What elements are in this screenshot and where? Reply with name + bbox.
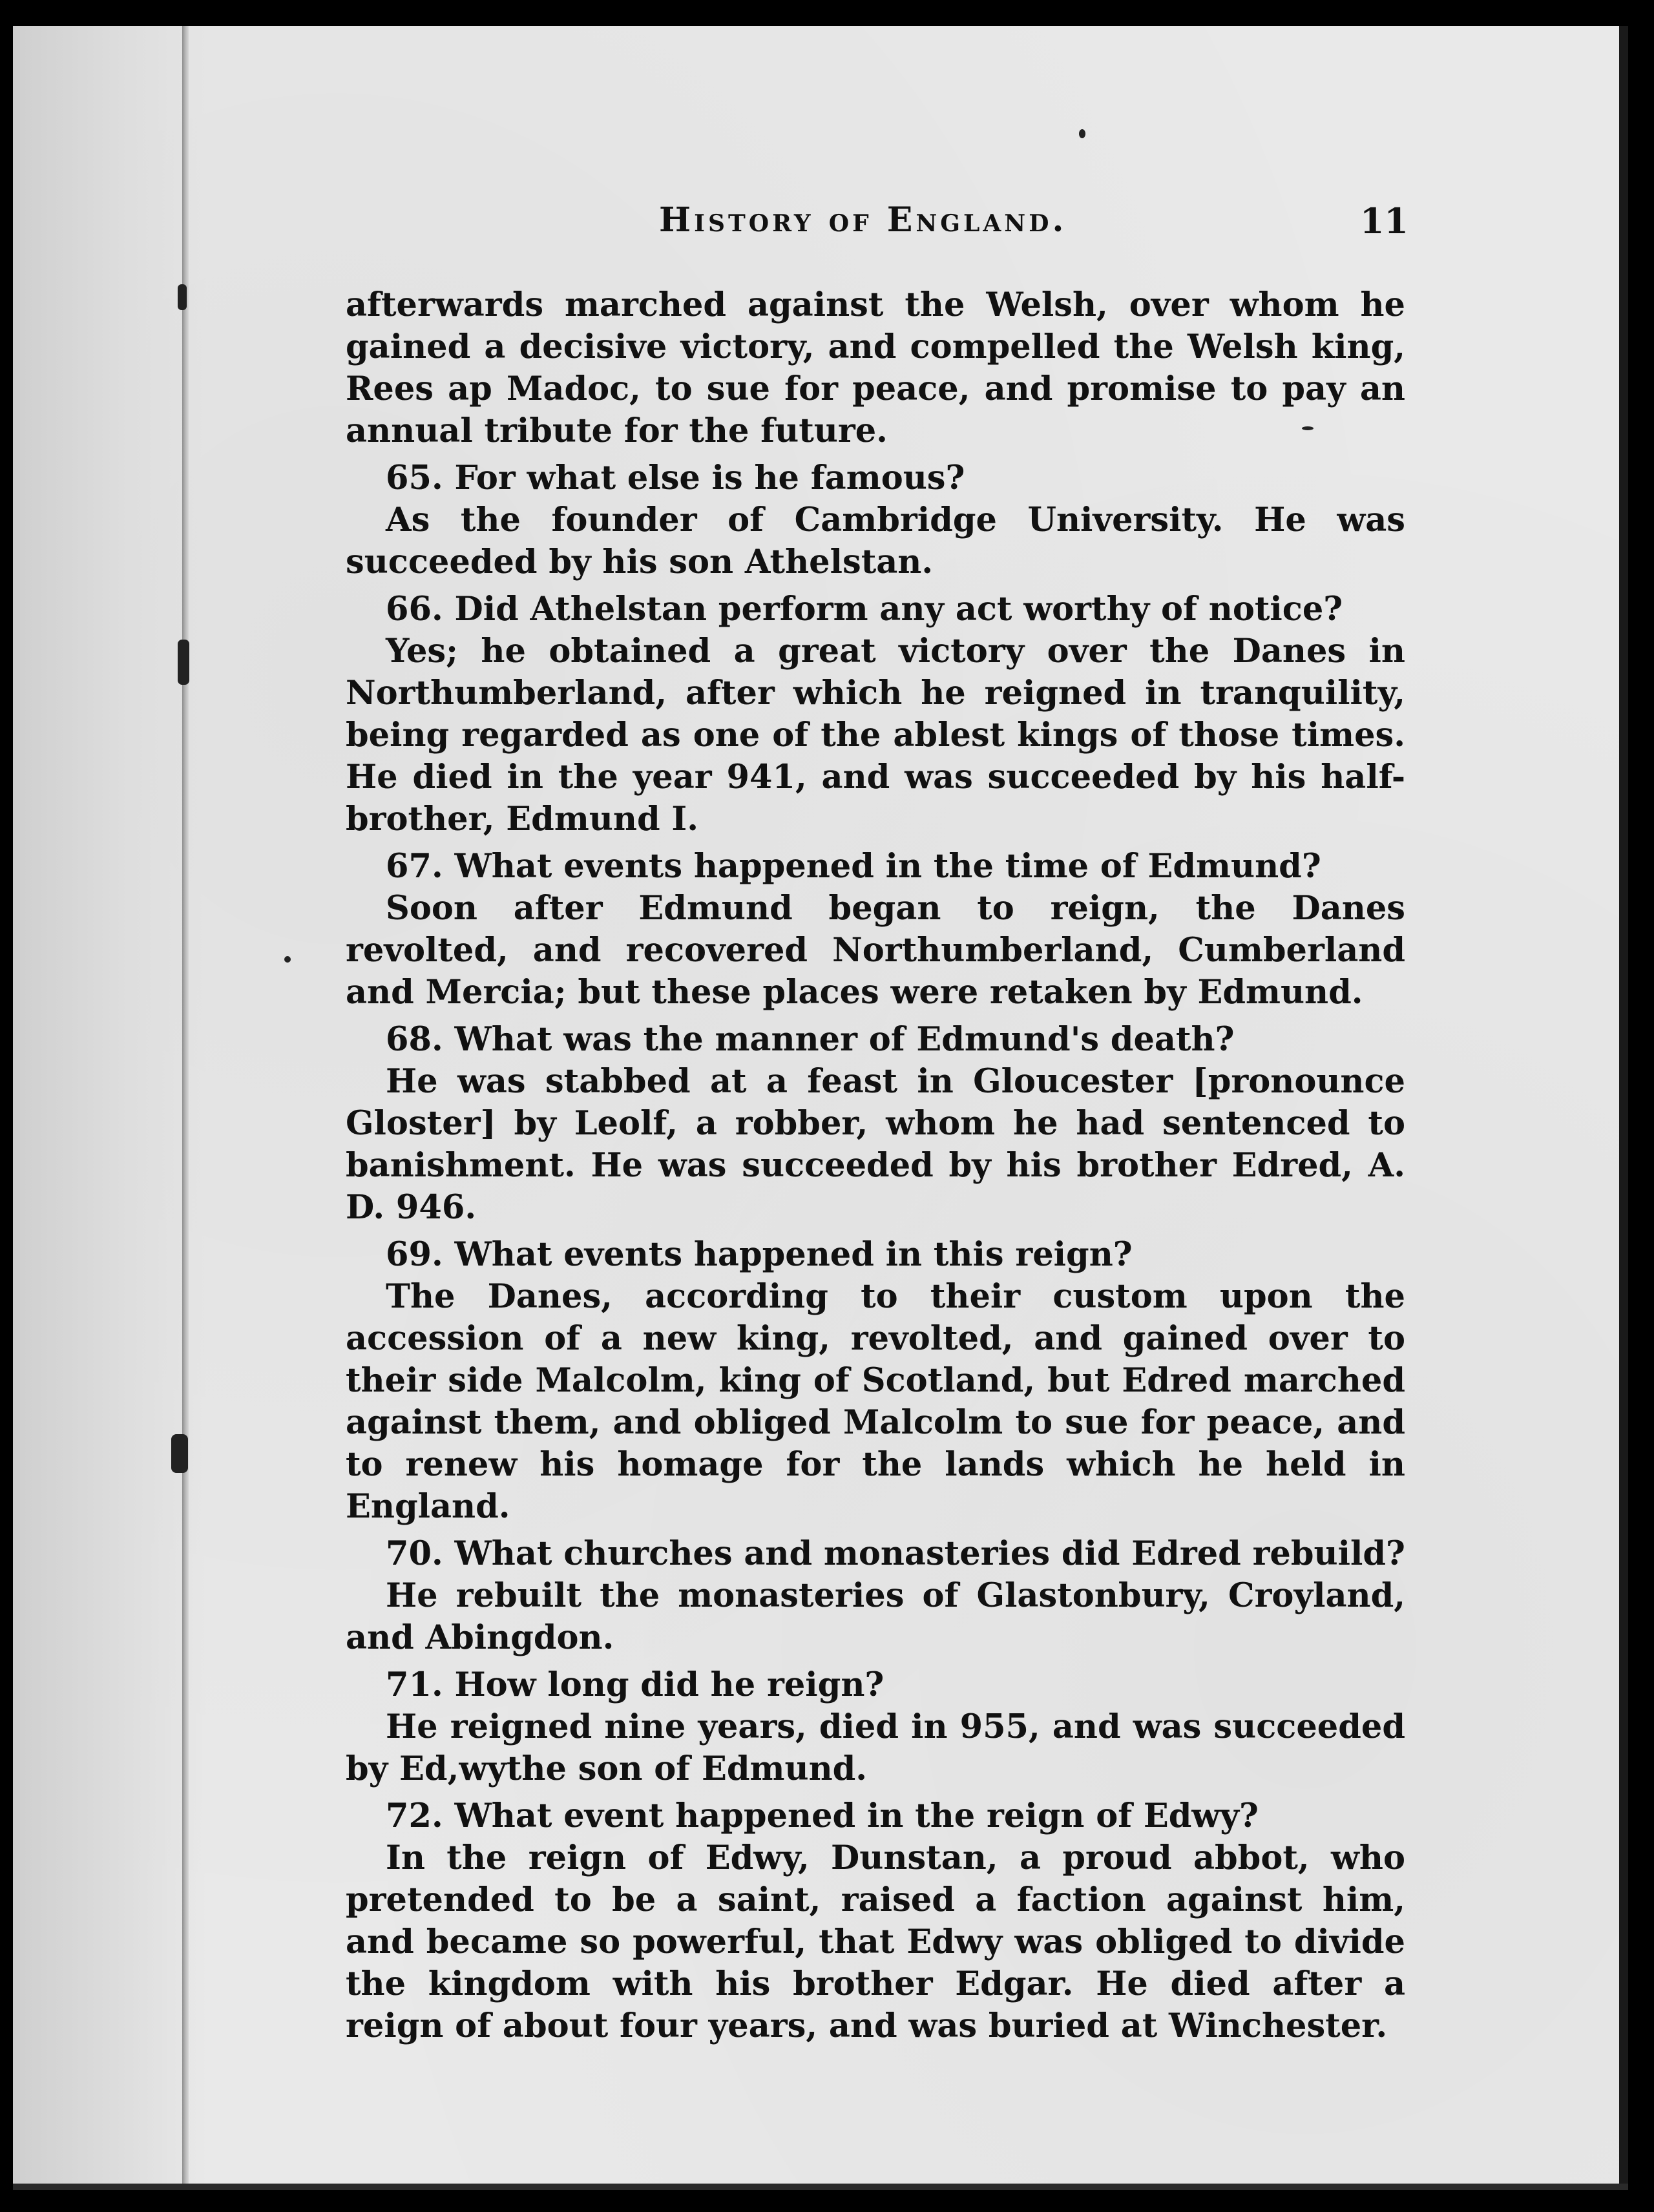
answer-text: He reigned nine years, died in 955, and was succeeded by Ed,wythe son of Edmund. [346, 1707, 1405, 1788]
answer [346, 1706, 1405, 1790]
question: 71. How long did he reign? [386, 1665, 885, 1704]
question: 67. What events happened in the time of Edmund? [386, 847, 1321, 886]
page-edge-right [1619, 26, 1628, 2190]
question: 65. For what else is he famous? [386, 459, 965, 497]
answer [346, 1575, 1405, 1659]
question: 72. What event happened in the reign of Edwy? [386, 1797, 1259, 1835]
question: 68. What was the manner of Edmund's death? [386, 1020, 1235, 1059]
answer-text: Soon after Edmund began to reign, the Danes revolted, and recovered Northumberland, Cumberland and Mercia; but these places were retaken by Edmund. [346, 889, 1405, 1012]
question: 66. Did Athelstan perform any act worthy of notice? [386, 590, 1343, 629]
answer [346, 631, 1405, 840]
qa-entry-71 [346, 1664, 1405, 1790]
answer [346, 1837, 1405, 2047]
question: 70. What churches and monasteries did Edred rebuild? [386, 1534, 1405, 1573]
qa-entry-69 [346, 1234, 1405, 1528]
binding-shadow [13, 26, 207, 2190]
qa-entry-68 [346, 1019, 1405, 1229]
answer-text: As the founder of Cambridge University. He was succeeded by his son Athelstan. [346, 501, 1405, 581]
book-page [13, 26, 1628, 2190]
answer-text: In the reign of Edwy, Dunstan, a proud abbot, who pretended to be a saint, raised a faction against him, and became so powerful, that Edwy was obliged to divide the kingdom with his brother Edgar. He died after a reign of about four years, and was buried at Winchester. [346, 1839, 1405, 2045]
answer-text: The Danes, according to their custom upon the accession of a new king, revolted, and gained over to their side Malcolm, king of Scotland, but Edred marched against them, and obliged Malcolm to sue for peace, and to renew his homage for the lands which he held in England. [346, 1277, 1405, 1526]
continuation-paragraph: afterwards marched against the Welsh, over whom he gained a decisive victory, and compelled the Welsh king, Rees ap Madoc, to sue for peace, and promise to pay an annual tribute for the future. [346, 286, 1405, 450]
qa-entry-72 [346, 1795, 1405, 2047]
ink-speck [178, 640, 189, 685]
page-number: 11 [1359, 200, 1408, 242]
page-header [659, 200, 1408, 258]
ink-speck [171, 1434, 188, 1473]
qa-entry-67 [346, 846, 1405, 1014]
qa-entry-70 [346, 1533, 1405, 1659]
ink-speck [284, 956, 291, 963]
question: 69. What events happened in this reign? [386, 1235, 1133, 1274]
running-head: History of England. [659, 200, 1067, 240]
answer [346, 1061, 1405, 1229]
ink-speck [178, 284, 187, 310]
qa-entry-65 [346, 457, 1405, 583]
answer [346, 888, 1405, 1014]
answer [346, 1276, 1405, 1528]
page-edge-bottom [13, 2184, 1628, 2190]
body-text [346, 284, 1405, 2052]
qa-entry-66 [346, 589, 1405, 840]
gutter-fold [182, 26, 189, 2190]
answer-text: He was stabbed at a feast in Gloucester [pronounce Gloster] by Leolf, a robber, whom he had sentenced to banishment. He was succeeded by his brother Edred, A. D. 946. [346, 1062, 1405, 1227]
answer-text: Yes; he obtained a great victory over the Danes in Northumberland, after which he reigned in tranquility, being regarded as one of the ablest kings of those times. He died in the year 941, and was succeeded by his half-brother, Edmund I. [346, 632, 1405, 839]
answer [346, 499, 1405, 583]
ink-speck [1079, 129, 1085, 138]
answer-text: He rebuilt the monasteries of Glastonbury, Croyland, and Abingdon. [346, 1576, 1405, 1657]
